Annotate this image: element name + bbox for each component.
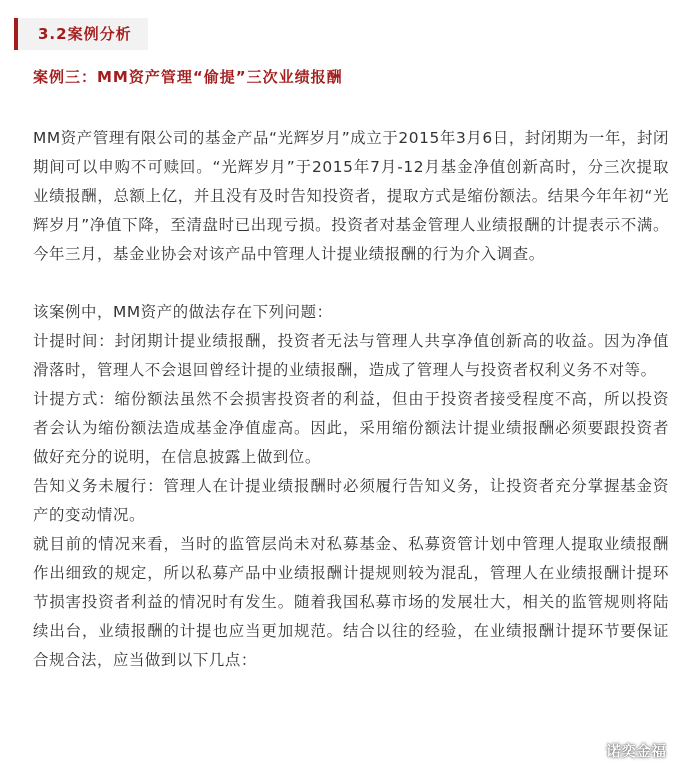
case-title: 案例三：MM资产管理“偷提”三次业绩报酬 [33,68,343,86]
watermark [578,740,666,761]
intro-paragraph: MM资产管理有限公司的基金产品“光辉岁月”成立于2015年3月6日，封闭期为一年，封闭期间可以申购不可赎回。“光辉岁月”于2015年7月-12月基金净值创新高时，分三次提取业绩报酬，总额上亿，并且没有及时告知投资者，提取方式是缩份额法。结果今年年初“光辉岁月”净值下降，至清盘时已出现亏损。投资者对基金管理人业绩报酬的计提表示不满。今年三月，基金业协会对该产品中管理人计提业绩报酬的行为介入调查。 [33,129,669,263]
problems-lead-paragraph: 该案例中，MM资产的做法存在下列问题： [33,303,333,321]
method-paragraph: 计提方式：缩份额法虽然不会损害投资者的利益，但由于投资者接受程度不高，所以投资者会认为缩份额法造成基金净值虚高。因此，采用缩份额法计提业绩报酬必须要跟投资者做好充分的说明，在信息披露上做到位。 [33,390,669,466]
notice-paragraph: 告知义务未履行：管理人在计提业绩报酬时必须履行告知义务，让投资者充分掌握基金资产的变动情况。 [33,477,669,524]
wechat-icon [578,742,600,760]
watermark-text: 诺奕金福 [605,742,666,760]
article-body [33,124,669,675]
paragraph-gap [33,269,669,298]
section-heading [14,18,148,50]
section-label: 3.2案例分析 [18,18,148,50]
timing-paragraph: 计提时间：封闭期计提业绩报酬，投资者无法与管理人共享净值创新高的收益。因为净值滑落时，管理人不会退回曾经计提的业绩报酬，造成了管理人与投资者权利义务不对等。 [33,332,669,379]
current-situation-paragraph: 就目前的情况来看，当时的监管层尚未对私募基金、私募资管计划中管理人提取业绩报酬作出细致的规定，所以私募产品中业绩报酬计提规则较为混乱，管理人在业绩报酬计提环节损害投资者利益的情况时有发生。随着我国私募市场的发展壮大，相关的监管规则将陆续出台，业绩报酬的计提也应当更加规范。结合以往的经验，在业绩报酬计提环节要保证合规合法，应当做到以下几点： [33,535,669,669]
